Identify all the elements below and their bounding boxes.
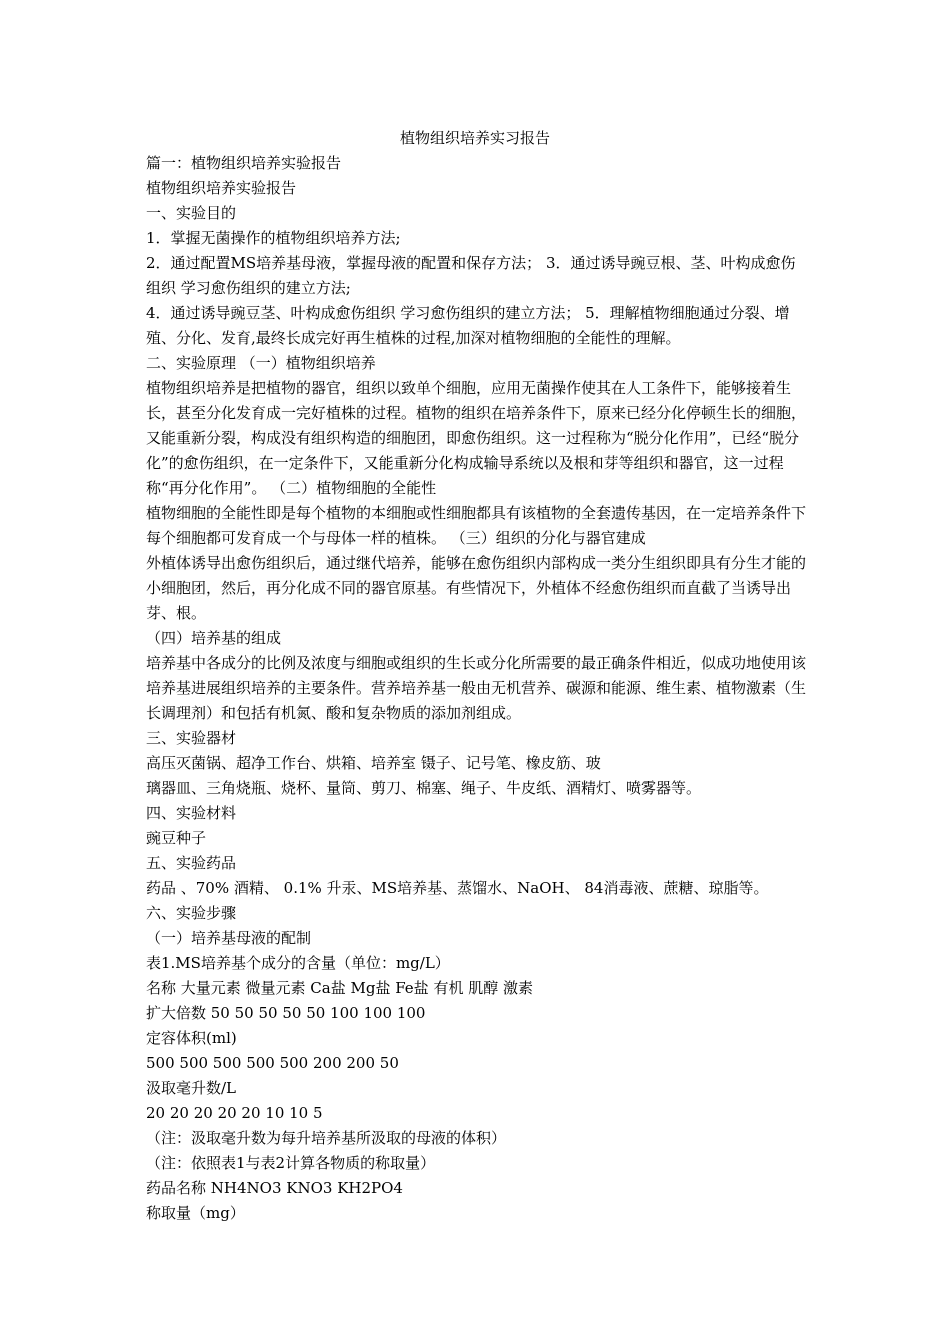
section-heading: 五、实验药品 [146,854,237,872]
paragraph: 定容体积(ml) [146,1029,237,1047]
paragraph: 豌豆种子 [146,829,207,847]
paragraph: 表1.MS培养基个成分的含量（单位：mg/L） [146,954,450,972]
paragraph: 植物细胞的全能性即是每个植物的本细胞或性细胞都具有该植物的全套遗传基因，在一定培养条件下每个细胞都可发育成一个与母体一样的植株。 （三）组织的分化与器官建成 [146,504,807,547]
paragraph: 名称 大量元素 微量元素 Ca盐 Mg盐 Fe盐 有机 肌醇 激素 [146,979,533,997]
document-body [146,151,810,1226]
section-heading: 三、实验器材 [146,729,237,747]
paragraph: 药品 、70% 酒精、 0.1% 升汞、MS培养基、蒸馏水、NaOH、 84消毒液、蔗糖、琼脂等。 [146,879,769,897]
paragraph: （注：汲取毫升数为每升培养基所汲取的母液的体积） [146,1129,507,1147]
section-heading: 二、实验原理 （一）植物组织培养 [146,354,376,372]
paragraph: 璃器皿、三角烧瓶、烧杯、量筒、剪刀、棉塞、绳子、牛皮纸、酒精灯、喷雾器等。 [146,779,702,797]
paragraph: 扩大倍数 50 50 50 50 50 100 100 100 [146,1004,426,1022]
paragraph: 培养基中各成分的比例及浓度与细胞或组织的生长或分化所需要的最正确条件相近，似成功地使用该培养基进展组织培养的主要条件。营养培养基一般由无机营养、碳源和能源、维生素、植物激素（生长调理剂）和包括有机氮、酸和复杂物质的添加剂组成。 [146,654,807,722]
paragraph: 汲取毫升数/L [146,1079,237,1097]
paragraph: （四）培养基的组成 [146,629,282,647]
paragraph: 500 500 500 500 500 200 200 50 [146,1054,399,1072]
paragraph: 4．通过诱导豌豆茎、叶构成愈伤组织 学习愈伤组织的建立方法； 5．理解植物细胞通过分裂、增殖、分化、发育,最终长成完好再生植株的过程,加深对植物细胞的全能性的理解。 [146,304,790,347]
paragraph: 外植体诱导出愈伤组织后，通过继代培养，能够在愈伤组织内部构成一类分生组织即具有分生才能的小细胞团，然后，再分化成不同的器官原基。有些情况下，外植体不经愈伤组织而直截了当诱导出芽、根。 [146,554,807,622]
paragraph: 药品名称 NH4NO3 KNO3 KH2PO4 [146,1179,403,1197]
paragraph: （注：依照表1与表2计算各物质的称取量） [146,1154,436,1172]
paragraph: 篇一：植物组织培养实验报告 [146,154,342,172]
paragraph: 2．通过配置MS培养基母液，掌握母液的配置和保存方法； 3．通过诱导豌豆根、茎、叶构成愈伤组织 学习愈伤组织的建立方法; [146,254,796,297]
section-heading: 四、实验材料 [146,804,237,822]
paragraph: 植物组织培养实验报告 [146,179,297,197]
paragraph: 高压灭菌锅、超净工作台、烘箱、培养室 镊子、记号笔、橡皮筋、玻 [146,754,601,772]
paragraph: （一）培养基母液的配制 [146,929,312,947]
paragraph: 植物组织培养是把植物的器官，组织以致单个细胞，应用无菌操作使其在人工条件下，能够接着生长，甚至分化发育成一完好植株的过程。植物的组织在培养条件下，原来已经分化停顿生长的细胞，又能重新分裂，构成没有组织构造的细胞团，即愈伤组织。这一过程称为“脱分化作用”，已经“脱分化”的愈伤组织，在一定条件下，又能重新分化构成输导系统以及根和芽等组织和器官，这一过程称“再分化作用”。 （二）植物细胞的全能性 [146,379,807,497]
section-heading: 六、实验步骤 [146,904,237,922]
section-heading: 一、实验目的 [146,204,237,222]
paragraph: 称取量（mg） [146,1204,245,1222]
paragraph: 1．掌握无菌操作的植物组织培养方法; [146,229,401,247]
paragraph: 20 20 20 20 20 10 10 5 [146,1104,323,1122]
document-title: 植物组织培养实习报告 [399,129,550,147]
